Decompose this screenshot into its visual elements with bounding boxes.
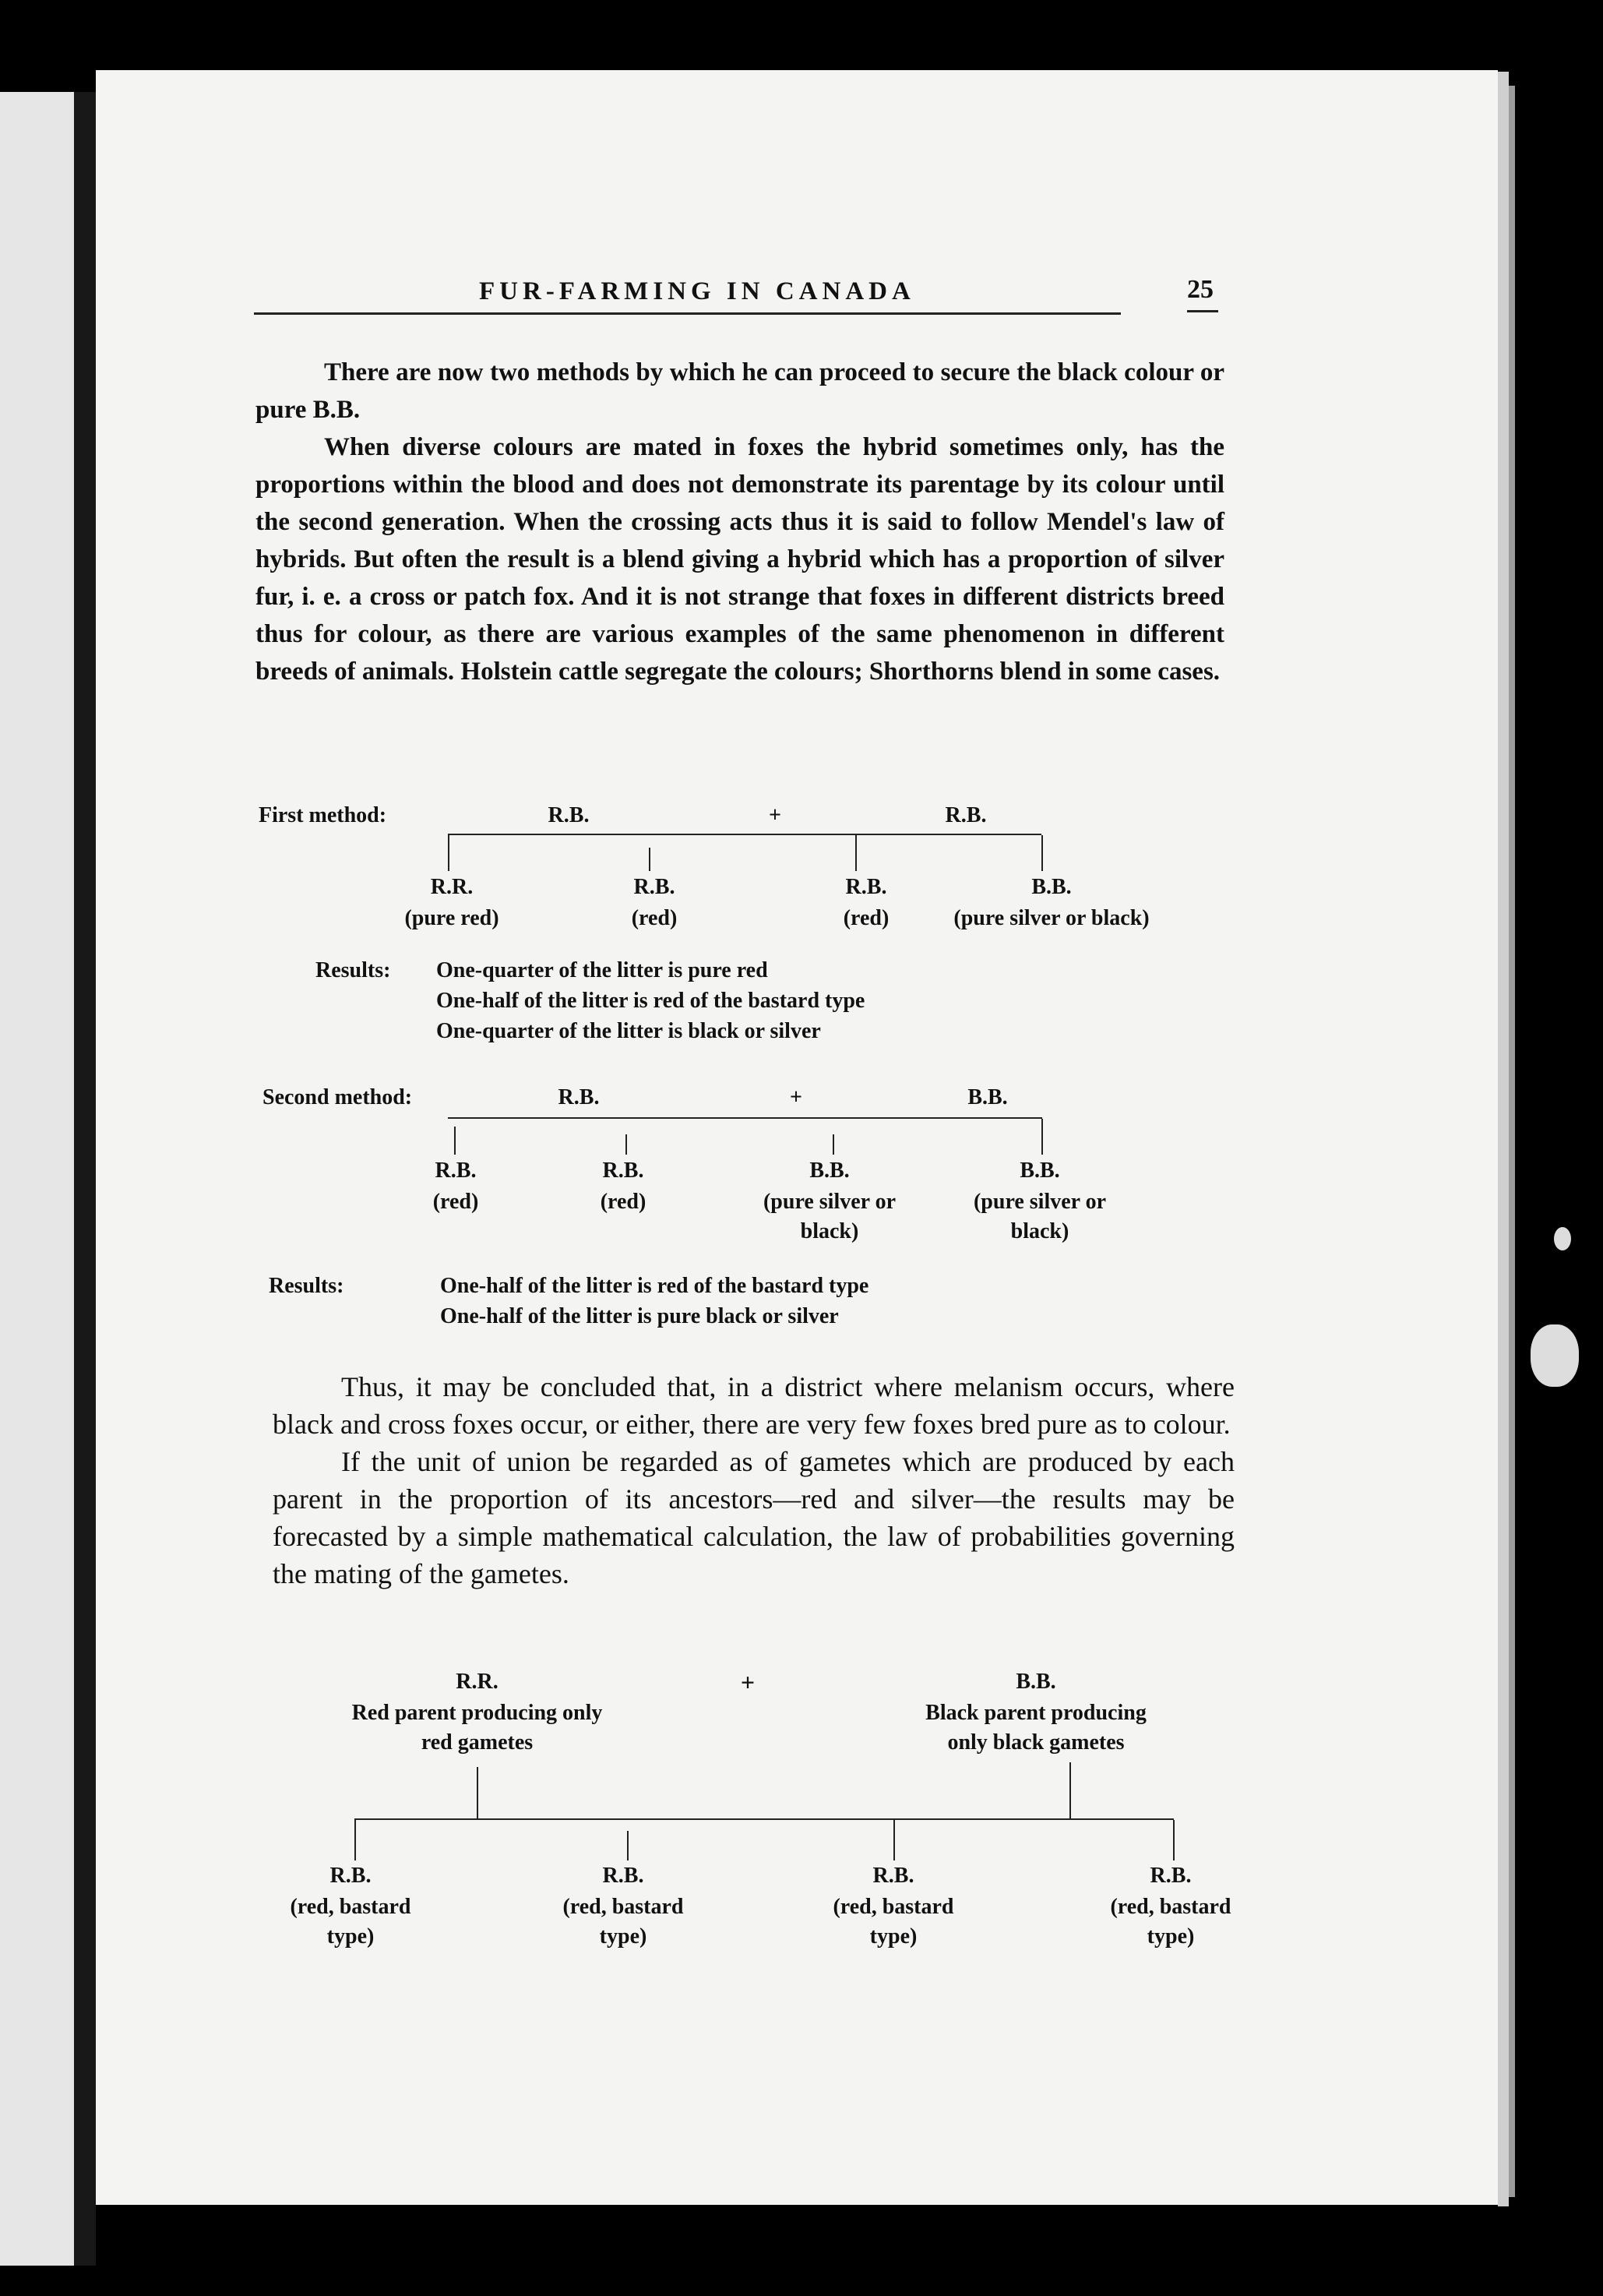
- offspring-code: R.R.: [430, 875, 474, 899]
- offspring-code: R.B.: [602, 1159, 644, 1183]
- branch-line: [833, 1134, 834, 1155]
- book-spine: [74, 92, 96, 2266]
- offspring-desc: (red, bastard type): [562, 1895, 684, 1949]
- page-number: 25: [1187, 275, 1214, 304]
- plus-sign: +: [790, 1085, 802, 1109]
- offspring-code: R.B.: [329, 1864, 372, 1888]
- offspring-desc: (red): [843, 906, 890, 930]
- running-title: FUR-FARMING IN CANADA: [479, 277, 915, 305]
- offspring-code: R.B.: [633, 875, 675, 899]
- branch-line: [454, 1127, 456, 1155]
- result-line: One-half of the litter is pure black or silver: [440, 1304, 839, 1328]
- results-label: Results:: [269, 1274, 344, 1298]
- branch-line: [448, 835, 449, 871]
- cross-line: [448, 1117, 1042, 1119]
- result-line: One-half of the litter is red of the bastard type: [440, 1274, 869, 1298]
- offspring-desc: (pure silver or black): [973, 1190, 1107, 1243]
- offspring-code: B.B.: [1031, 875, 1072, 899]
- parent-stem: [1069, 1762, 1071, 1818]
- parent-a: R.B.: [548, 803, 590, 827]
- cross-line: [448, 834, 1041, 835]
- parent-a-code: R.R.: [456, 1670, 499, 1694]
- first-method-label: First method:: [259, 803, 387, 827]
- second-method-label: Second method:: [262, 1085, 413, 1109]
- parent-stem: [477, 1767, 478, 1818]
- offspring-desc: (red, bastard type): [833, 1895, 954, 1949]
- header-rule: [254, 312, 1121, 315]
- result-line: One-quarter of the litter is black or silver: [436, 1019, 821, 1043]
- conclusion-text: [273, 1368, 1235, 1592]
- result-line: One-quarter of the litter is pure red: [436, 958, 768, 982]
- parent-a-desc: Red parent producing only red gametes: [351, 1701, 603, 1755]
- facing-page-edge: [0, 92, 74, 2266]
- plus-sign: +: [769, 803, 781, 827]
- offspring-code: R.B.: [435, 1159, 477, 1183]
- offspring-desc: (pure red): [404, 906, 499, 930]
- parent-b: R.B.: [945, 803, 987, 827]
- offspring-code: B.B.: [809, 1159, 850, 1183]
- branch-line: [893, 1820, 895, 1860]
- parent-b-desc: Black parent producing only black gametes: [925, 1701, 1147, 1755]
- offspring-code: R.B.: [602, 1864, 644, 1888]
- parent-b-code: B.B.: [1016, 1670, 1056, 1694]
- offspring-desc: (red, bastard type): [290, 1895, 411, 1949]
- offspring-desc: (pure silver or black): [763, 1190, 897, 1243]
- offspring-code: R.B.: [1150, 1864, 1192, 1888]
- paragraph: There are now two methods by which he can proceed to secure the black colour or pure B.B.: [255, 358, 1224, 424]
- offspring-desc: (red): [432, 1190, 479, 1214]
- page-edge-shadow: [1509, 86, 1515, 2197]
- offspring-code: B.B.: [1020, 1159, 1060, 1183]
- result-line: One-half of the litter is red of the bastard type: [436, 989, 865, 1013]
- branch-line: [1041, 1119, 1043, 1155]
- offspring-code: R.B.: [845, 875, 887, 899]
- branch-line: [649, 848, 650, 871]
- paragraph: If the unit of union be regarded as of gametes which are produced by each parent in the proportion of its ancestors—red and silver—the results may be forecasted by a simple mathematical calculation, the law of probabilities governing the mating of the gametes.: [273, 1446, 1235, 1589]
- parent-b: B.B.: [967, 1085, 1008, 1109]
- page-number-underline: [1187, 310, 1218, 312]
- offspring-desc: (red): [631, 906, 678, 930]
- branch-line: [354, 1820, 356, 1860]
- intro-text: [255, 354, 1224, 690]
- parent-a: R.B.: [558, 1085, 600, 1109]
- offspring-code: R.B.: [872, 1864, 914, 1888]
- branch-line: [1173, 1820, 1175, 1860]
- branch-line: [625, 1134, 627, 1155]
- paragraph: When diverse colours are mated in foxes the hybrid sometimes only, has the proportions within the blood and does not demonstrate its parentage by its colour until the second generation. When the crossing acts thus it is said to follow Mendel's law of hybrids. But often the result is a blend giving a hybrid which has a proportion of silver fur, i. e. a cross or patch fox. And it is not strange that foxes in different districts breed thus for colour, as there are various examples of the same phenomenon in different breeds of animals. Holstein cattle segregate the colours; Shorthorns blend in some cases.: [255, 433, 1224, 686]
- branch-line: [627, 1831, 629, 1860]
- branch-line: [855, 835, 857, 871]
- branch-line: [1041, 835, 1043, 871]
- paragraph: Thus, it may be concluded that, in a district where melanism occurs, where black and cross foxes occur, or either, there are very few foxes bred pure as to colour.: [273, 1371, 1235, 1440]
- scan-speck: [1554, 1227, 1571, 1250]
- scan-speck: [1531, 1324, 1579, 1387]
- page-edge: [1498, 72, 1509, 2206]
- offspring-desc: (red, bastard type): [1110, 1895, 1231, 1949]
- plus-sign: +: [740, 1668, 756, 1696]
- results-label: Results:: [315, 958, 391, 982]
- offspring-desc: (pure silver or black): [953, 906, 1150, 930]
- cross-line: [354, 1818, 1174, 1820]
- offspring-desc: (red): [600, 1190, 646, 1214]
